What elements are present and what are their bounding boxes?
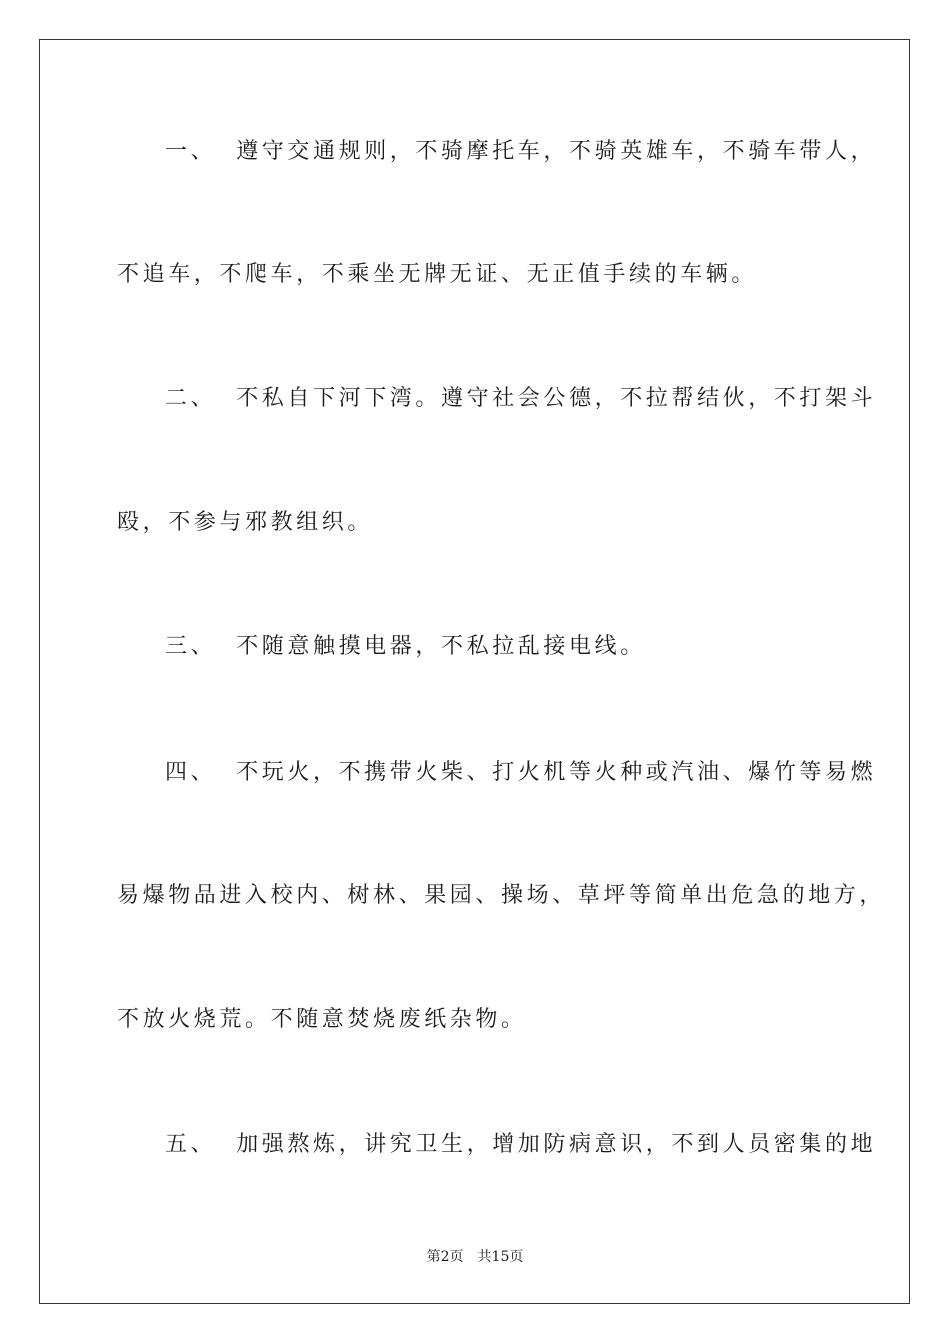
paragraph-3-line-1	[165, 632, 885, 662]
paragraph-4-line-3	[117, 1005, 837, 1035]
paragraph-number: 四、	[165, 760, 217, 785]
paragraph-4-line-2	[117, 881, 886, 911]
page-number: 第2页	[426, 1249, 464, 1265]
paragraph-text: 殴，不参与邪教组织。	[117, 510, 374, 535]
paragraph-text: 不追车，不爬车，不乘坐无牌无证、无正值手续的车辆。	[117, 262, 758, 287]
paragraph-4-line-1	[165, 758, 885, 788]
page-total: 共15页	[477, 1249, 524, 1265]
paragraph-number: 五、	[165, 1132, 217, 1157]
page-footer	[0, 1248, 950, 1266]
paragraph-text: 加强熬炼，讲究卫生，增加防病意识，不到人员密集的地	[236, 1132, 877, 1157]
paragraph-text: 不玩火，不携带火柴、打火机等火种或汽油、爆竹等易燃	[236, 760, 877, 785]
paragraph-1-line-1	[165, 137, 885, 167]
paragraph-text: 不放火烧荒。不随意焚烧废纸杂物。	[117, 1007, 527, 1032]
paragraph-2-line-2	[117, 508, 837, 538]
paragraph-text: 易爆物品进入校内、树林、果园、操场、草坪等简单出危急的地方，	[117, 883, 886, 908]
paragraph-number: 一、	[165, 139, 217, 164]
paragraph-5-line-1	[165, 1130, 885, 1160]
paragraph-number: 二、	[165, 386, 217, 411]
paragraph-number: 三、	[165, 634, 217, 659]
paragraph-text: 不私自下河下湾。遵守社会公德，不拉帮结伙，不打架斗	[236, 386, 877, 411]
page-frame	[39, 39, 910, 1304]
paragraph-2-line-1	[165, 384, 885, 414]
paragraph-text: 不随意触摸电器，不私拉乱接电线。	[236, 634, 646, 659]
paragraph-text: 遵守交通规则，不骑摩托车，不骑英雄车，不骑车带人，	[236, 139, 877, 164]
paragraph-1-line-2	[117, 260, 837, 290]
